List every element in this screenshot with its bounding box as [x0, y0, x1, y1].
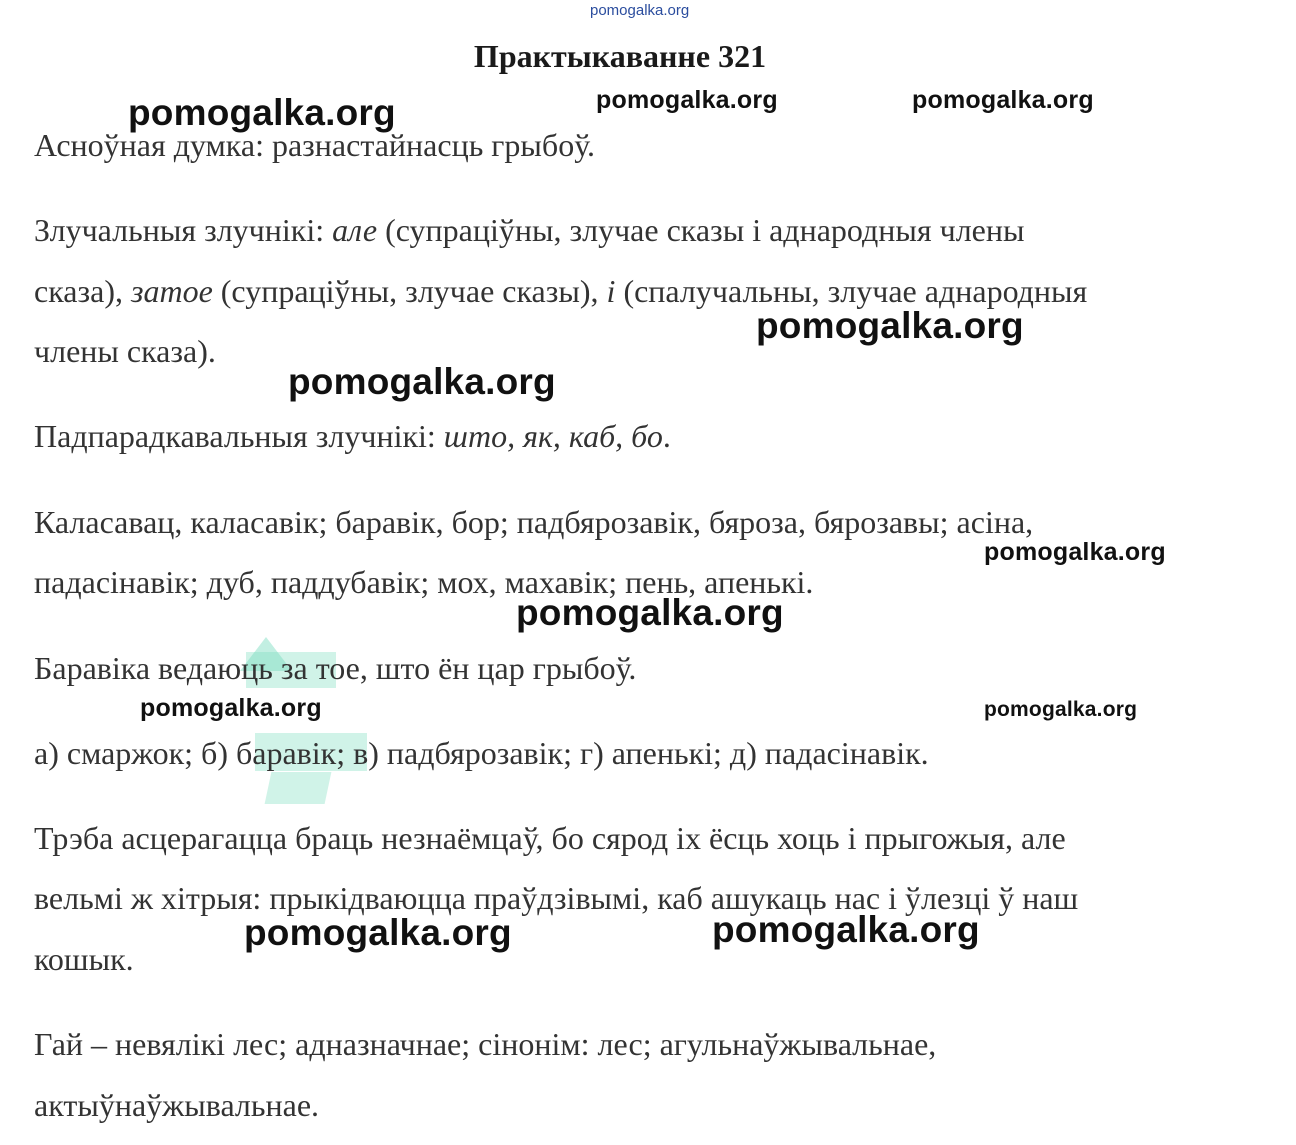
italic-text: і: [606, 273, 616, 309]
italic-text: што, як, каб, бо: [443, 418, 663, 454]
text-line: [34, 418, 671, 455]
watermark: pomogalka.org: [756, 305, 1024, 346]
text-segment: .: [662, 418, 671, 454]
watermark: pomogalka.org: [516, 592, 784, 633]
text-segment: (супраціўны, злучае сказы),: [212, 273, 607, 309]
text-segment: Падпарадкавальныя злучнікі:: [34, 418, 444, 454]
watermark: pomogalka.org: [712, 909, 980, 950]
page-title: Практыкаванне 321: [473, 38, 767, 74]
watermark: pomogalka.org: [244, 912, 512, 953]
watermark: pomogalka.org: [596, 86, 778, 114]
text-segment: Гай – невялікі лес; адназначнае; сінонім: лес; агульнаўжывальнае,: [34, 1026, 937, 1062]
text-segment: (спалучальны, злучае аднародныя: [615, 273, 1088, 309]
watermark: pomogalka.org: [984, 698, 1138, 721]
text-line: [34, 820, 1066, 857]
text-segment: члены сказа).: [34, 333, 216, 369]
highlight-mark: [265, 772, 332, 804]
watermark: pomogalka.org: [984, 538, 1166, 566]
text-line: [34, 504, 1033, 541]
top-watermark: pomogalka.org: [590, 2, 690, 19]
watermark: pomogalka.org: [912, 86, 1094, 114]
text-segment: кошык.: [34, 941, 134, 977]
text-line: [34, 735, 929, 772]
text-segment: актыўнаўжывальнае.: [34, 1087, 320, 1123]
text-segment: (супраціўны, злучае сказы і аднародныя члены: [377, 212, 1025, 248]
text-line: [34, 333, 216, 370]
text-segment: Трэба асцерагацца браць незнаёмцаў, бо сярод іх ёсць хоць і прыгожыя, але: [34, 820, 1066, 856]
watermark: pomogalka.org: [288, 361, 556, 402]
watermark: pomogalka.org: [128, 92, 396, 133]
italic-text: затое: [130, 273, 213, 309]
text-segment: падасінавік; дуб, паддубавік; мох, махавік; пень, апенькі.: [34, 564, 814, 600]
watermark: pomogalka.org: [140, 694, 322, 722]
text-line: [34, 941, 134, 978]
text-segment: вельмі ж хітрыя: прыкідваюцца праўдзівымі, каб ашукаць нас і ўлезці ў наш: [34, 880, 1079, 916]
text-line: [34, 1026, 936, 1063]
text-segment: Каласавац, каласавік; баравік, бор; падбярозавік, бяроза, бярозавы; асіна,: [34, 504, 1034, 540]
text-line: [34, 212, 1024, 249]
text-line: [34, 1087, 319, 1124]
text-line: [34, 650, 636, 687]
text-segment: Злучальныя злучнікі:: [34, 212, 333, 248]
italic-text: але: [332, 212, 378, 248]
text-segment: сказа),: [34, 273, 131, 309]
text-segment: Баравіка ведаюць за тое, што ён цар грыбоў.: [34, 650, 637, 686]
text-segment: Асноўная думка: разнастайнасць грыбоў.: [34, 127, 595, 163]
text-segment: а) смаржок; б) баравік; в) падбярозавік; г) апенькі; д) падасінавік.: [34, 735, 929, 771]
